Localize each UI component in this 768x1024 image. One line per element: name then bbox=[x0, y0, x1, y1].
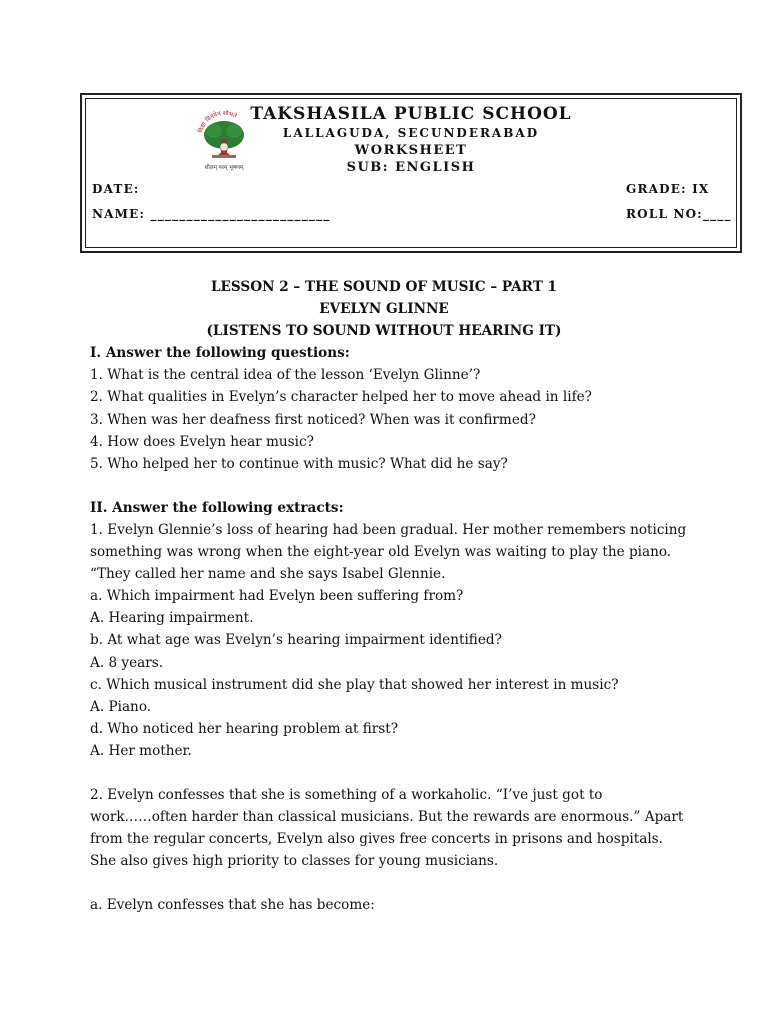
header-box bbox=[80, 93, 742, 253]
header-inner-border bbox=[85, 98, 737, 248]
spacer bbox=[90, 872, 730, 894]
extract1-answer: A. Piano. bbox=[90, 698, 152, 715]
extract1-question: a. Which impairment had Evelyn been suffering from? bbox=[90, 588, 464, 605]
school-name: TAKSHASILA PUBLIC SCHOOL bbox=[250, 104, 572, 124]
grade-label: GRADE: IX bbox=[626, 182, 710, 196]
roll-number-label: ROLL NO:____ bbox=[626, 207, 732, 221]
lesson-title: LESSON 2 – THE SOUND OF MUSIC – PART 1 bbox=[210, 279, 558, 295]
extract1-answer: A. Hearing impairment. bbox=[90, 610, 254, 627]
lesson-subtitle: EVELYN GLINNE bbox=[319, 301, 449, 318]
question-item: 5. Who helped her to continue with music? What did he say? bbox=[90, 455, 508, 472]
school-location: LALLAGUDA, SECUNDERABAD bbox=[282, 126, 540, 140]
section1-heading: I. Answer the following questions: bbox=[90, 345, 350, 362]
logo-motto: शीलम् परम् भूषणम् bbox=[204, 165, 244, 171]
extract1-question: c. Which musical instrument did she play that showed her interest in music? bbox=[90, 676, 619, 693]
extract1-answer: A. 8 years. bbox=[90, 654, 164, 671]
subject-label: SUB: ENGLISH bbox=[346, 160, 476, 175]
name-label: NAME: _________________________ bbox=[92, 207, 331, 221]
spacer bbox=[90, 475, 730, 497]
section2-heading: II. Answer the following extracts: bbox=[90, 499, 344, 516]
extract1-line: something was wrong when the eight-year old Evelyn was waiting to play the piano. bbox=[90, 544, 672, 561]
lesson-tagline: (LISTENS TO SOUND WITHOUT HEARING IT) bbox=[206, 323, 562, 340]
spacer bbox=[90, 762, 730, 784]
question-item: 2. What qualities in Evelyn’s character helped her to move ahead in life? bbox=[90, 389, 592, 406]
extract2-line: work……often harder than classical musicians. But the rewards are enormous.” Apart bbox=[90, 809, 684, 826]
extract2-line: 2. Evelyn confesses that she is something of a workaholic. “I’ve just got to bbox=[90, 786, 603, 803]
question-item: 1. What is the central idea of the lesson ‘Evelyn Glinne’? bbox=[90, 367, 481, 384]
extract1-line: “They called her name and she says Isabel Glennie. bbox=[90, 566, 446, 583]
extract1-answer: A. Her mother. bbox=[90, 742, 192, 759]
extract2-line: from the regular concerts, Evelyn also gives free concerts in prisons and hospitals. bbox=[90, 831, 663, 848]
document-type: WORKSHEET bbox=[354, 143, 468, 158]
extract1-question: b. At what age was Evelyn’s hearing impairment identified? bbox=[90, 632, 502, 649]
date-label: DATE: bbox=[92, 182, 140, 196]
question-item: 4. How does Evelyn hear music? bbox=[90, 433, 314, 450]
extract2-question: a. Evelyn confesses that she has become: bbox=[90, 897, 375, 914]
extract2-line: She also gives high priority to classes for young musicians. bbox=[90, 853, 499, 870]
extract1-question: d. Who noticed her hearing problem at first? bbox=[90, 720, 399, 737]
worksheet-content bbox=[90, 276, 730, 916]
extract1-line: 1. Evelyn Glennie’s loss of hearing had been gradual. Her mother remembers noticing bbox=[90, 521, 687, 538]
logo-arc-text: विद्या विनयेन शोभते bbox=[197, 109, 238, 134]
question-item: 3. When was her deafness first noticed? When was it confirmed? bbox=[90, 411, 536, 428]
